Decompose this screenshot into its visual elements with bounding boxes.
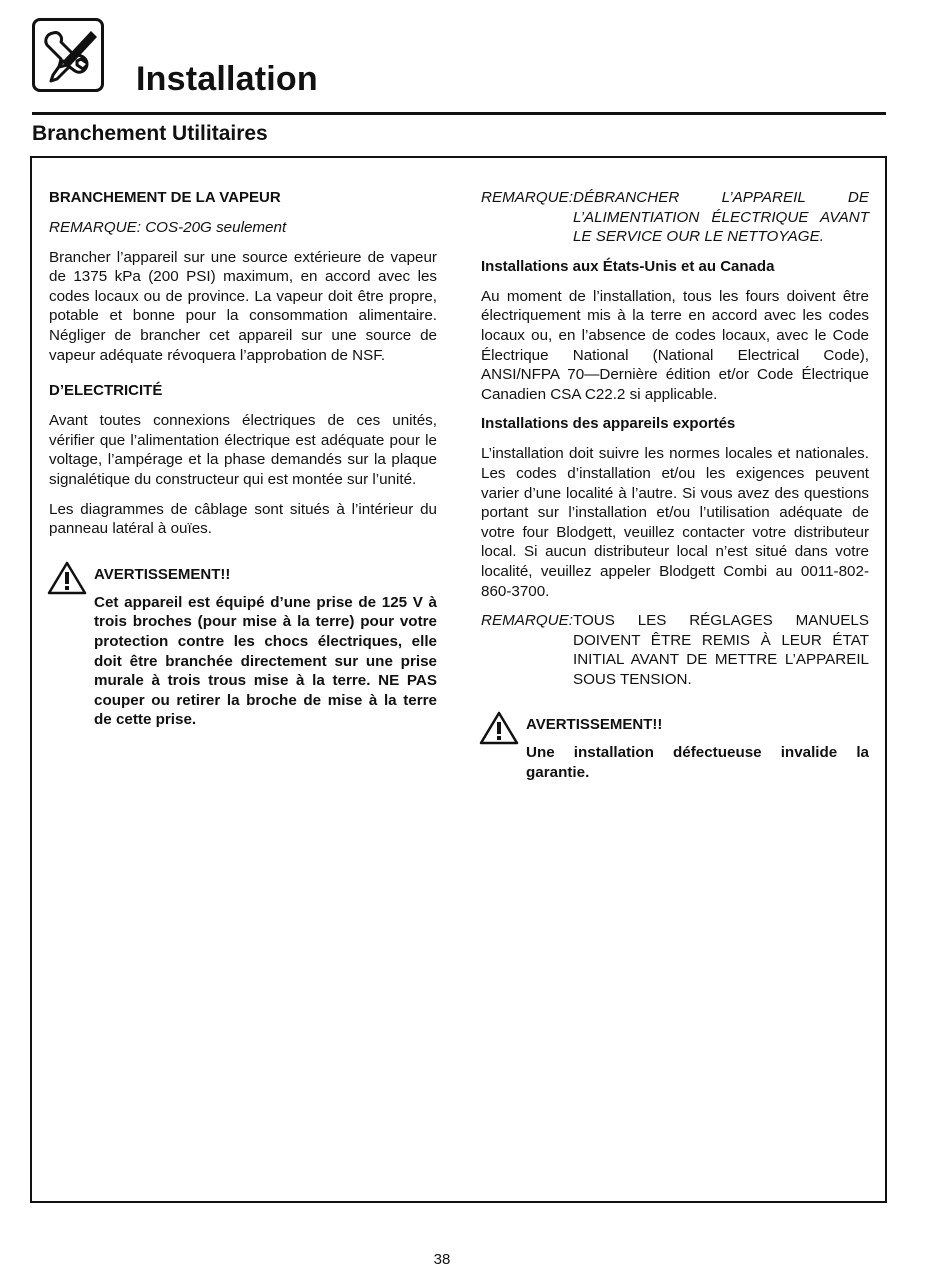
- steam-note: REMARQUE: COS-20G seulement: [49, 219, 287, 236]
- tools-icon: [39, 25, 99, 87]
- export-heading: Installations des appareils exportés: [481, 415, 736, 433]
- remark-1: [481, 188, 869, 247]
- warning-title-right: AVERTISSEMENT!!: [526, 716, 663, 734]
- steam-heading: BRANCHEMENT DE LA VAPEUR: [49, 189, 281, 206]
- steam-paragraph: Brancher l’appareil sur une source extérieure de vapeur de 1375 kPa (200 PSI) maximum, en accord avec les codes locaux ou de province. La vapeur doit être propre, potable et bonne pour la consommation alimentaire. Négliger de brancher cet appareil sur une source de vapeur adéquate révoquera l’approbation de NSF.: [49, 248, 437, 364]
- warning-text-right: Une installation défectueuse invalide la garantie.: [526, 744, 869, 782]
- left-column: [49, 188, 437, 730]
- remark-1-label: REMARQUE:: [481, 189, 573, 206]
- section-heading: Branchement Utilitaires: [32, 122, 268, 145]
- warning-triangle-icon: [47, 561, 87, 595]
- page-number: 38: [433, 1251, 451, 1268]
- electric-paragraph-1: Avant toutes connexions électriques de ces unités, vérifier que l’alimentation électrique est adéquate pour le voltage, l’ampérage et la phase demandés sur la plaque signalétique du constructeur qui est montée sur l’unité.: [49, 412, 437, 488]
- warning-triangle-icon: [479, 711, 519, 745]
- warning-text-left: Cet appareil est équipé d’une prise de 125 V à trois broches (pour mise à la terre) pour votre protection contre les chocs électriques, elle doit être branchée directement sur une prise murale à trois trous mise à la terre. NE PAS couper ou retirer la broche de mise à la terre de cette prise.: [94, 593, 437, 729]
- us-canada-paragraph: Au moment de l’installation, tous les fours doivent être électriquement mis à la terre en accord avec les codes locaux ou, en l’absence de codes locaux, avec le Code Électrique National (National Electrical Code), ANSI/NFPA 70—Dernière édition et/or Code Électrique Canadien CSA C22.2 si applicable.: [481, 287, 869, 403]
- export-paragraph: L’installation doit suivre les normes locales et nationales. Les codes d’installation et/ou les exigences peuvent varier d’une localité à l’autre. Si vous avez des questions portant sur l’installation et/ou l’utilisation adéquate de votre four Blodgett, veuillez contacter votre distributeur local. Si aucun distributeur local n’est situé dans votre localité, veuillez appeler Blodgett Combi au 0011-802-860-3700.: [481, 445, 869, 600]
- remark-1-text: DÉBRANCHER L’APPAREIL DE L’ALIMENTIATION ÉLECTRIQUE AVANT LE SERVICE OUR LE NETTOYAGE.: [572, 189, 869, 246]
- warning-block-right: [481, 715, 869, 782]
- tools-icon-frame: [32, 18, 104, 92]
- remark-2: [481, 611, 869, 689]
- remark-2-text: TOUS LES RÉGLAGES MANUELS DOIVENT ÊTRE REMIS À LEUR ÉTAT INITIAL AVANT DE METTRE L’APPAREIL SOUS TENSION.: [572, 612, 869, 688]
- us-canada-heading: Installations aux États-Unis et au Canada: [481, 257, 775, 275]
- warning-block-left: [49, 565, 437, 730]
- warning-title-left: AVERTISSEMENT!!: [94, 565, 231, 583]
- title-divider: [32, 112, 886, 115]
- electric-paragraph-2: Les diagrammes de câblage sont situés à l’intérieur du panneau latéral à ouïes.: [49, 500, 437, 538]
- remark-2-label: REMARQUE:: [481, 612, 573, 630]
- electric-heading: D’ELECTRICITÉ: [49, 382, 163, 400]
- right-column: [481, 188, 869, 783]
- page-title: Installation: [136, 60, 318, 98]
